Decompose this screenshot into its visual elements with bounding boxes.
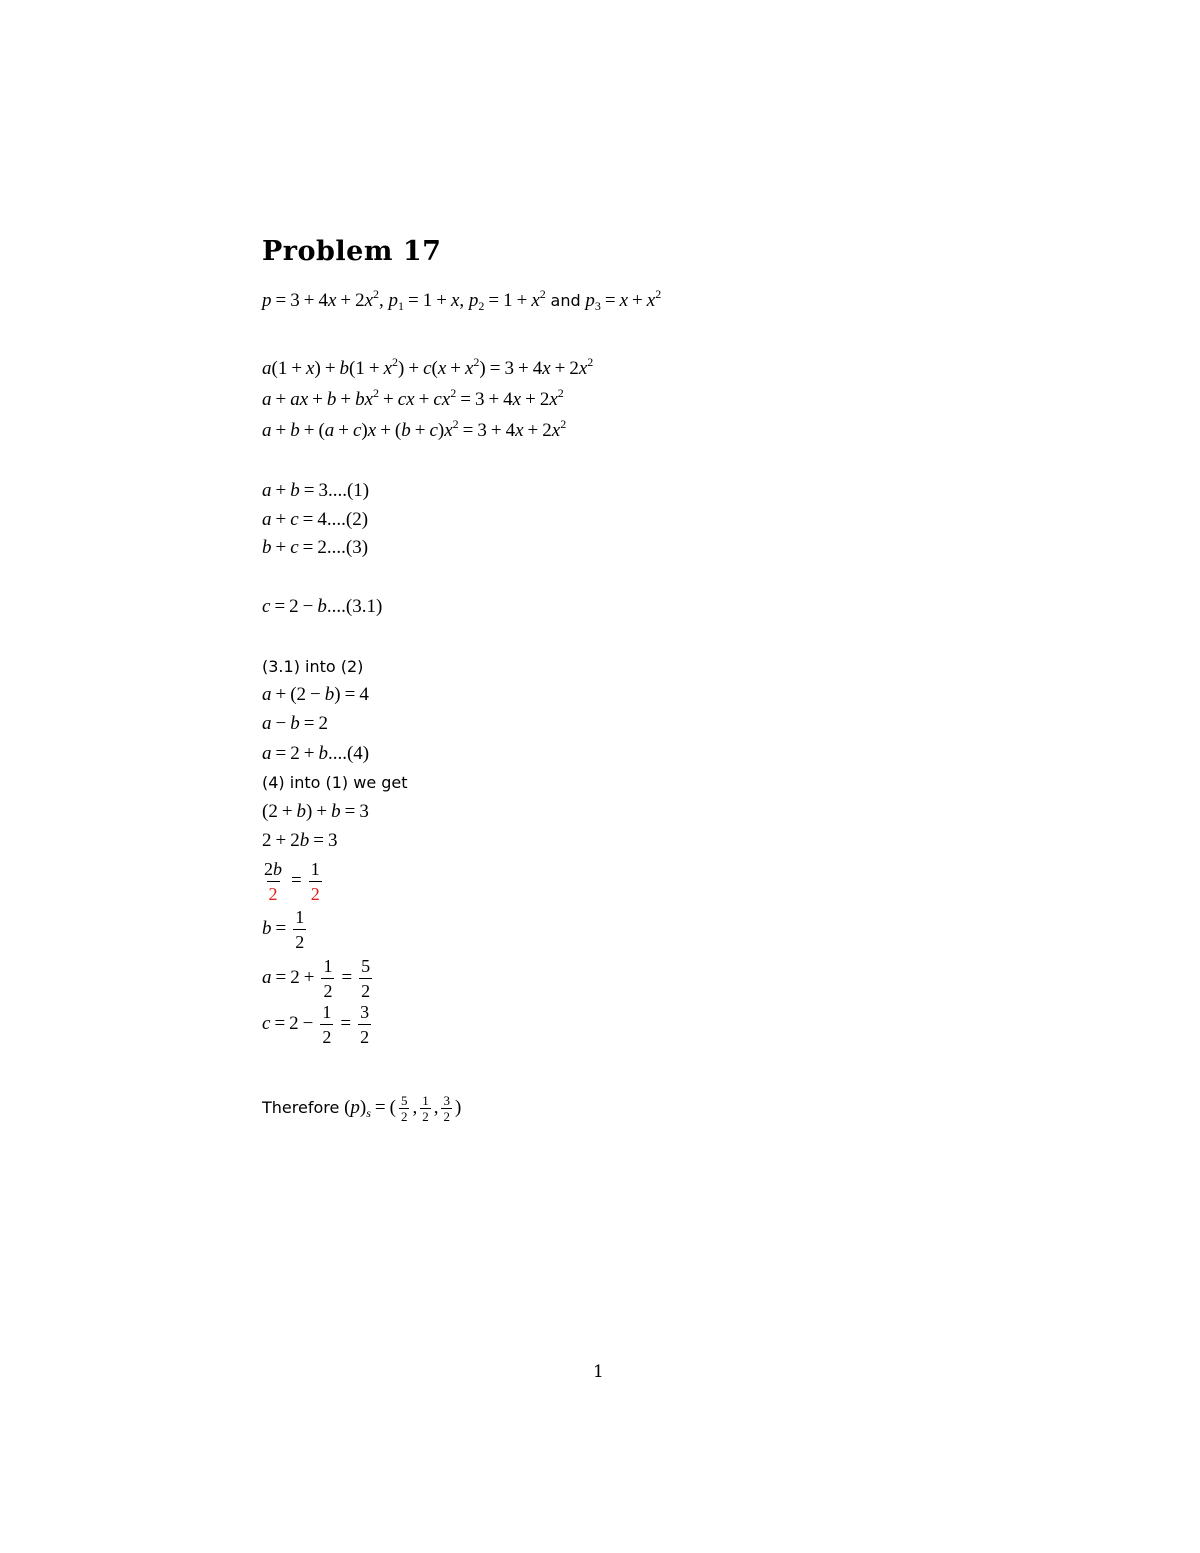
solution-b: b = $\frac{1}{2}$ — [262, 907, 305, 952]
equation-line: (2 + b) + b = 3 — [262, 801, 369, 822]
equation-line: a + (2 − b) = 4 — [262, 684, 369, 705]
solution-c: c = 2 − $\frac{1}{2}$ = $\frac{3}{2}$ — [262, 1002, 370, 1047]
equation-line: a + ax + $b + bx^2$ + cx + $cx^2 = 3 + 4x + 2x^2$ — [262, 386, 564, 410]
equation-line: a − b = 2 — [262, 713, 328, 734]
equation-1: a + b = 3....(1) — [262, 480, 370, 501]
equation-line: $a + b + (a + c)x + (b + c)x^2 = 3 + 4x + 2x^2$ — [262, 417, 567, 441]
given-polynomials: $p = 3 + 4x + 2x^2$, $p_1 = 1 + x$, $p_2 = 1 + x^2$ and $p_3 = x + x^2$ — [262, 287, 662, 313]
equation-line: 2 + 2b = 3 — [262, 830, 338, 851]
page-number: 1 — [593, 1362, 604, 1382]
equation-3-1: c = 2 − b....(3.1) — [262, 596, 383, 617]
equation-divide-by-two: $\frac{2b}{2}$ = $\frac{1}{2}$ — [264, 859, 320, 904]
substitution-note: (4) into (1) we get — [262, 773, 408, 792]
equation-2: a + c = 4....(2) — [262, 509, 369, 530]
equation-4: a = 2 + b....(4) — [262, 743, 370, 764]
problem-title: Problem 17 — [262, 236, 442, 267]
equation-3: b + c = 2....(3) — [262, 537, 369, 558]
and-word: and — [550, 291, 581, 310]
conclusion: Therefore $(p)_s$ = ( $\frac{5}{2}$ , $\frac{1}{2}$ , $\frac{3}{2}$ ) — [262, 1093, 462, 1124]
solution-a: a = 2 + $\frac{1}{2}$ = $\frac{5}{2}$ — [262, 956, 371, 1001]
substitution-note: (3.1) into (2) — [262, 657, 364, 676]
equation-line: $a(1 + x) + b(1 + x^2) + c(x + x^2) = 3 + 4x + 2x^2$ — [262, 355, 594, 379]
